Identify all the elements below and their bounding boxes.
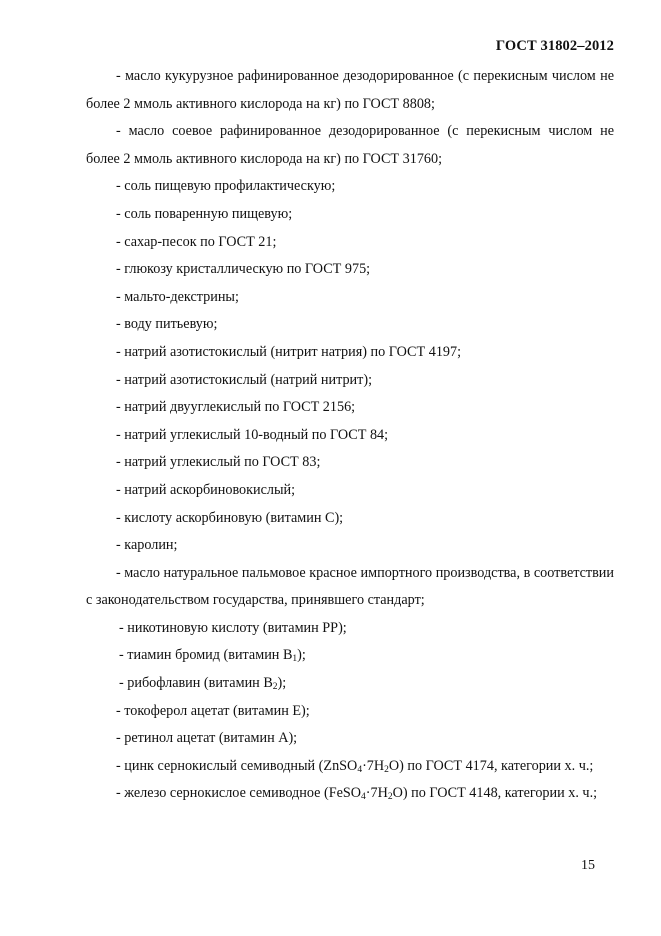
subscript: 2 [384, 764, 389, 775]
list-item: - натрий аскорбиновокислый; [116, 481, 296, 498]
list-item-iron-sulfate [86, 780, 614, 808]
page-header: ГОСТ 31802–2012 [495, 38, 614, 54]
list-item: - натрий углекислый 10-водный по ГОСТ 84; [116, 426, 389, 443]
text-run: - тиамин бромид (витамин В [119, 647, 293, 664]
text-run: O) по ГОСТ 4174, категории х. ч.; [388, 757, 594, 774]
page-number: 15 [581, 858, 595, 873]
list-item: - воду питьевую; [116, 316, 218, 333]
list-item: - никотиновую кислоту (витамин РР); [119, 619, 347, 636]
list-item: - соль поваренную пищевую; [116, 205, 293, 222]
list-item: - каролин; [116, 537, 178, 554]
list-item: - сахар-песок по ГОСТ 21; [116, 233, 277, 250]
text-run: - железо сернокислое семиводное (FeSO [116, 785, 362, 802]
text-run: ); [297, 647, 306, 664]
subscript: 2 [387, 792, 393, 803]
list-item: - соль пищевую профилактическую; [116, 178, 336, 195]
list-item: - масло соевое рафинированное дезодорированное (с перекисным числом не более 2 ммоль активного кислорода на кг) по ГОСТ 31760; [86, 123, 614, 167]
list-item: - масло натуральное пальмовое красное импортного производства, в соответствии с законодательством государства, принявшего стандарт; [86, 564, 614, 609]
list-item-zinc-sulfate [86, 753, 614, 781]
subscript: 4 [357, 764, 363, 775]
text-run: ·7H [365, 785, 388, 802]
list-item: - кислоту аскорбиновую (витамин С); [116, 509, 344, 526]
ingredient-list [86, 63, 614, 808]
list-item: - натрий двууглекислый по ГОСТ 2156; [116, 399, 356, 416]
list-item: - глюкозу кристаллическую по ГОСТ 975; [116, 261, 371, 278]
text-run: O) по ГОСТ 4148, категории х. ч.; [392, 785, 598, 802]
subscript: 1 [292, 654, 298, 665]
list-item: - масло кукурузное рафинированное дезодорированное (с перекисным числом не более 2 ммоль активного кислорода на кг) по ГОСТ 8808; [86, 68, 614, 112]
text-run: ·7H [362, 757, 385, 774]
text-run: ); [277, 675, 287, 692]
list-item: - натрий азотистокислый (натрий нитрит); [116, 371, 373, 388]
list-item: - мальто-декстрины; [116, 288, 239, 305]
list-item-vitamin-b2 [86, 670, 614, 698]
subscript: 4 [361, 792, 366, 803]
text-run: - цинк сернокислый семиводный (ZnSO [116, 757, 358, 774]
subscript: 2 [272, 682, 278, 693]
text-run: - рибофлавин (витамин В [119, 675, 273, 692]
list-item: - натрий азотистокислый (нитрит натрия) по ГОСТ 4197; [116, 343, 462, 360]
list-item: - натрий углекислый по ГОСТ 83; [116, 454, 321, 471]
list-item: - токоферол ацетат (витамин Е); [116, 702, 310, 719]
list-item: - ретинол ацетат (витамин А); [116, 730, 298, 747]
list-item-vitamin-b1 [86, 642, 614, 670]
